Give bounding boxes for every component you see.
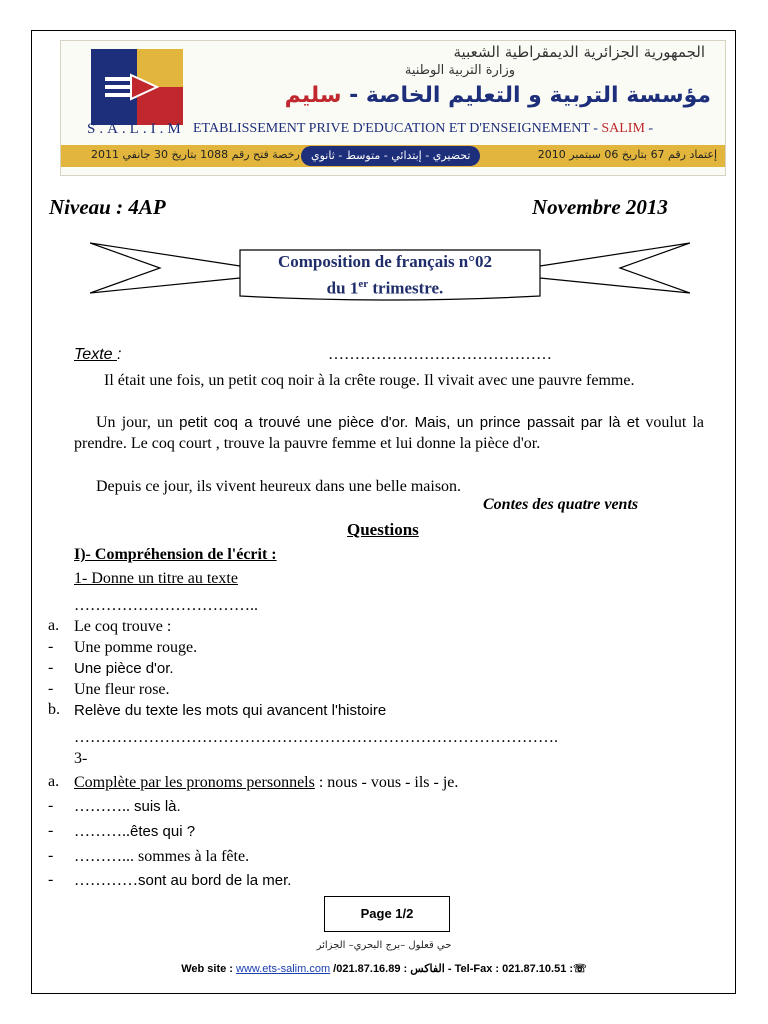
text-paragraph-1: Il était une fois, un petit coq noir à la crête rouge. Il vivait avec une pauvre femme. bbox=[104, 372, 635, 389]
fill-line-3: ………... sommes à la fête. bbox=[74, 848, 250, 865]
option-piece: Une pièce d'or. bbox=[74, 660, 174, 677]
fill-line-2: ………..êtes qui ? bbox=[74, 823, 196, 840]
website-link[interactable]: www.ets-salim.com bbox=[236, 963, 331, 975]
header-school-arabic: مؤسسة التربية و التعليم الخاصة - سليم bbox=[284, 83, 711, 108]
section-comprehension: I)- Compréhension de l'écrit : bbox=[74, 546, 277, 563]
page-number: Page 1/2 bbox=[324, 896, 450, 932]
exam-title: Composition de français n°02 du 1er trimestre. bbox=[277, 252, 493, 298]
school-header-banner bbox=[60, 40, 726, 176]
question-a: Le coq trouve : bbox=[74, 618, 172, 635]
header-license: رخصة فتح رقم 1088 بتاريخ 30 جانفي 2011 bbox=[91, 148, 300, 161]
option-marker: - bbox=[48, 638, 54, 655]
date-label: Novembre 2013 bbox=[532, 195, 668, 219]
question-b: Relève du texte les mots qui avancent l'histoire bbox=[74, 702, 387, 719]
question-c: Complète par les pronoms personnels : nous - vous - ils - je. bbox=[74, 774, 459, 791]
question-3: 3- bbox=[74, 750, 88, 767]
texte-title-dots: …………………………………… bbox=[328, 346, 552, 363]
contact-line: Web site : www.ets-salim.com /021.87.16.89 : الفاكس - Tel-Fax : 021.87.10.51 :☏ bbox=[181, 963, 587, 975]
text-source: Contes des quatre vents bbox=[483, 496, 639, 513]
option-pomme: Une pomme rouge. bbox=[74, 639, 198, 656]
header-levels-pill: تحضيري - إبتدائي - متوسط - ثانوي bbox=[301, 146, 480, 166]
question-1-answer-dots: …………………………….. bbox=[74, 597, 258, 614]
questions-heading: Questions bbox=[347, 520, 419, 539]
text-paragraph-2: Un jour, un petit coq a trouvé une pièce d'or. Mais, un prince passait par là et voulut la prendre. Le coq court , trouve la pauvre femme et lui donne la pièce d'or. bbox=[74, 414, 705, 452]
fill-marker: - bbox=[48, 822, 54, 839]
fill-marker: - bbox=[48, 797, 54, 814]
question-a-marker: a. bbox=[48, 617, 60, 634]
option-fleur: Une fleur rose. bbox=[74, 681, 170, 698]
question-b-marker: b. bbox=[48, 701, 60, 718]
header-school-french: ETABLISSEMENT PRIVE D'EDUCATION ET D'ENSEIGNEMENT - SALIM - bbox=[193, 121, 654, 136]
texte-label: Texte : bbox=[74, 346, 122, 363]
question-c-marker: a. bbox=[48, 773, 60, 790]
header-republic: الجمهورية الجزائرية الديمقراطية الشعبية bbox=[453, 43, 705, 61]
fill-marker: - bbox=[48, 871, 54, 888]
school-address: حي قعلول –برج البحري– الجزائر bbox=[316, 940, 452, 951]
level-label: Niveau : 4AP bbox=[49, 195, 166, 219]
question-1: 1- Donne un titre au texte bbox=[74, 570, 238, 587]
logo-text: S.A.L.I.M bbox=[87, 121, 185, 137]
option-marker: - bbox=[48, 680, 54, 697]
text-paragraph-3: Depuis ce jour, ils vivent heureux dans une belle maison. bbox=[96, 478, 462, 495]
fill-marker: - bbox=[48, 847, 54, 864]
header-ministry: وزارة التربية الوطنية bbox=[404, 63, 515, 78]
header-approval: إعتماد رقم 67 بتاريخ 06 سبتمبر 2010 bbox=[537, 148, 717, 161]
fill-line-1: ……….. suis là. bbox=[74, 798, 181, 815]
question-b-answer-dots: ………………………………………………………………………………. bbox=[74, 729, 558, 746]
fill-line-4: …………sont au bord de la mer. bbox=[74, 872, 292, 889]
school-logo bbox=[91, 49, 183, 125]
option-marker: - bbox=[48, 659, 54, 676]
